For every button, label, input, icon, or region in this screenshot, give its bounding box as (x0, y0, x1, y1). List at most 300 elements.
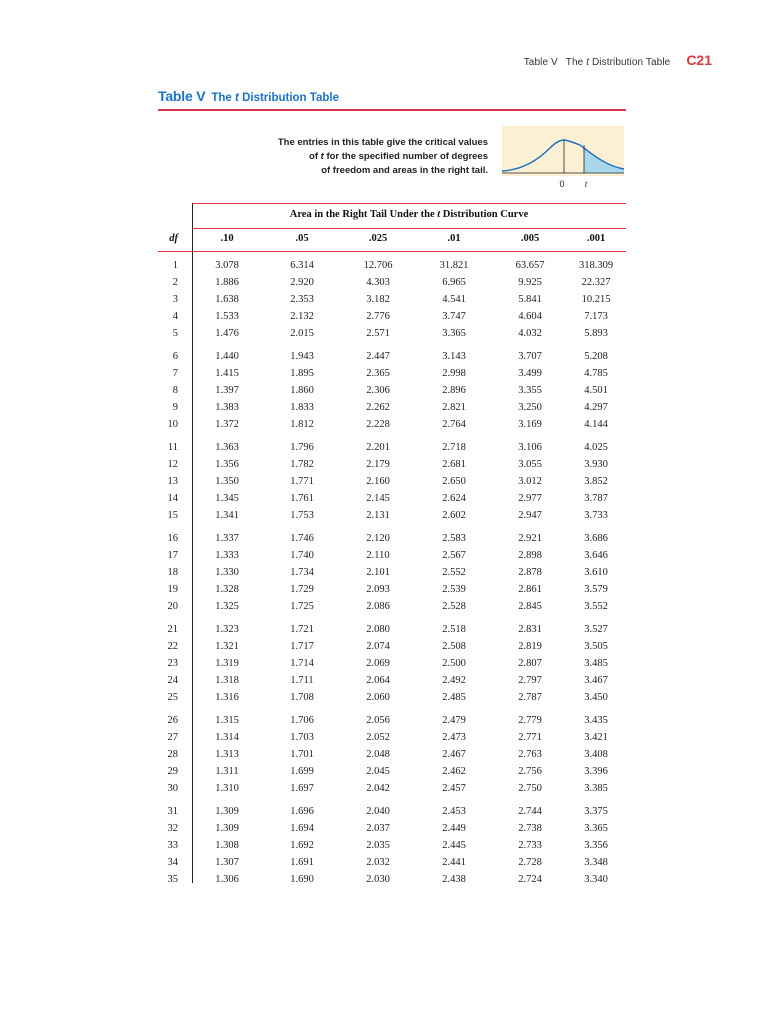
value-cell: 1.321 (215, 641, 239, 652)
table-row (158, 820, 626, 837)
table-row (158, 530, 626, 547)
value-cell: 3.355 (518, 385, 542, 396)
value-cell: 2.819 (518, 641, 542, 652)
table-row (158, 581, 626, 598)
t-label: t (584, 179, 588, 189)
value-cell: 2.977 (518, 493, 542, 504)
value-cell: 1.318 (215, 675, 239, 686)
table-row (158, 325, 626, 342)
table-row (158, 473, 626, 490)
table-row (158, 655, 626, 672)
value-cell: 2.447 (366, 351, 390, 362)
value-cell: 3.852 (584, 476, 608, 487)
value-cell: 2.045 (366, 766, 390, 777)
value-cell: 4.785 (584, 368, 608, 379)
table-title (158, 88, 339, 106)
value-cell: 3.646 (584, 550, 608, 561)
value-cell: 1.697 (290, 783, 314, 794)
table-row (158, 638, 626, 655)
table-row (158, 490, 626, 507)
table-row (158, 257, 626, 274)
value-cell: 1.533 (215, 311, 239, 322)
df-cell: 11 (167, 442, 178, 453)
value-cell: 1.690 (290, 874, 314, 885)
value-cell: 2.896 (442, 385, 466, 396)
value-cell: 2.035 (366, 840, 390, 851)
table-name: The t Distribution Table (211, 92, 339, 104)
value-cell: 1.729 (290, 584, 314, 595)
value-cell: 1.692 (290, 840, 314, 851)
value-cell: 3.579 (584, 584, 608, 595)
value-cell: 1.314 (215, 732, 239, 743)
value-cell: 1.694 (290, 823, 314, 834)
df-cell: 20 (167, 601, 178, 612)
value-cell: 2.228 (366, 419, 390, 430)
value-cell: 1.796 (290, 442, 314, 453)
value-cell: 3.505 (584, 641, 608, 652)
area-caption: Area in the Right Tail Under the t Distribution Curve (289, 209, 529, 220)
df-cell: 12 (167, 459, 178, 470)
table-row (158, 712, 626, 729)
value-cell: 3.055 (518, 459, 542, 470)
df-cell: 27 (167, 732, 178, 743)
value-cell: 10.215 (581, 294, 611, 305)
value-cell: 2.132 (290, 311, 314, 322)
value-cell: 3.169 (518, 419, 542, 430)
value-cell: 6.314 (290, 260, 314, 271)
value-cell: 2.583 (442, 533, 466, 544)
table-header (158, 203, 626, 252)
value-cell: 3.340 (584, 874, 608, 885)
value-cell: 4.025 (584, 442, 608, 453)
table-row (158, 507, 626, 524)
value-cell: 2.724 (518, 874, 542, 885)
value-cell: 2.898 (518, 550, 542, 561)
t-distribution-figure (502, 126, 624, 190)
df-cell: 10 (167, 419, 178, 430)
value-cell: 3.610 (584, 567, 608, 578)
value-cell: 2.733 (518, 840, 542, 851)
value-cell: 1.316 (215, 692, 239, 703)
value-cell: 2.064 (366, 675, 390, 686)
value-cell: 2.947 (518, 510, 542, 521)
value-cell: 3.686 (584, 533, 608, 544)
value-cell: 1.319 (215, 658, 239, 669)
df-cell: 23 (167, 658, 178, 669)
value-cell: 2.060 (366, 692, 390, 703)
value-cell: 1.691 (290, 857, 314, 868)
value-cell: 2.262 (366, 402, 390, 413)
column-header: .001 (586, 233, 606, 244)
df-cell: 33 (167, 840, 178, 851)
value-cell: 2.353 (290, 294, 314, 305)
value-cell: 2.681 (442, 459, 466, 470)
value-cell: 7.173 (584, 311, 608, 322)
value-cell: 3.143 (442, 351, 466, 362)
value-cell: 2.110 (366, 550, 390, 561)
value-cell: 1.330 (215, 567, 239, 578)
value-cell: 3.552 (584, 601, 608, 612)
value-cell: 3.747 (442, 311, 466, 322)
value-cell: 1.310 (215, 783, 239, 794)
table-row (158, 837, 626, 854)
value-cell: 4.501 (584, 385, 608, 396)
table-row (158, 598, 626, 615)
value-cell: 2.069 (366, 658, 390, 669)
value-cell: 3.499 (518, 368, 542, 379)
value-cell: 2.179 (366, 459, 390, 470)
value-cell: 12.706 (363, 260, 393, 271)
df-header: df (169, 233, 178, 244)
value-cell: 2.048 (366, 749, 390, 760)
value-cell: 5.841 (518, 294, 542, 305)
value-cell: 1.325 (215, 601, 239, 612)
value-cell: 1.306 (215, 874, 239, 885)
value-cell: 3.106 (518, 442, 542, 453)
value-cell: 3.375 (584, 806, 608, 817)
df-cell: 29 (167, 766, 178, 777)
value-cell: 1.740 (290, 550, 314, 561)
table-number: Table V (158, 88, 206, 104)
value-cell: 1.753 (290, 510, 314, 521)
table-row (158, 564, 626, 581)
value-cell: 3.365 (442, 328, 466, 339)
value-cell: 1.860 (290, 385, 314, 396)
value-cell: 1.309 (215, 806, 239, 817)
page-number: C21 (686, 52, 712, 68)
table-row (158, 854, 626, 871)
value-cell: 5.208 (584, 351, 608, 362)
value-cell: 2.449 (442, 823, 466, 834)
value-cell: 1.714 (290, 658, 314, 669)
df-cell: 4 (172, 311, 178, 322)
df-cell: 26 (167, 715, 178, 726)
value-cell: 1.383 (215, 402, 239, 413)
value-cell: 2.365 (366, 368, 390, 379)
value-cell: 2.492 (442, 675, 466, 686)
value-cell: 2.093 (366, 584, 390, 595)
value-cell: 63.657 (515, 260, 545, 271)
value-cell: 1.708 (290, 692, 314, 703)
df-cell: 19 (167, 584, 178, 595)
running-head (524, 52, 712, 68)
df-cell: 32 (167, 823, 178, 834)
column-header: .025 (368, 233, 388, 244)
df-cell: 2 (172, 277, 178, 288)
df-cell: 18 (167, 567, 178, 578)
t-table (158, 203, 626, 888)
value-cell: 1.706 (290, 715, 314, 726)
table-row (158, 274, 626, 291)
value-cell: 1.701 (290, 749, 314, 760)
value-cell: 2.567 (442, 550, 466, 561)
value-cell: 2.015 (290, 328, 314, 339)
value-cell: 3.421 (584, 732, 608, 743)
df-cell: 21 (167, 624, 178, 635)
value-cell: 318.309 (578, 260, 614, 271)
value-cell: 2.744 (518, 806, 542, 817)
value-cell: 22.327 (581, 277, 611, 288)
value-cell: 2.485 (442, 692, 466, 703)
table-row (158, 382, 626, 399)
value-cell: 2.056 (366, 715, 390, 726)
title-rule (158, 109, 626, 111)
value-cell: 2.771 (518, 732, 542, 743)
value-cell: 2.508 (442, 641, 466, 652)
value-cell: 1.812 (290, 419, 314, 430)
table-row (158, 689, 626, 706)
value-cell: 3.396 (584, 766, 608, 777)
value-cell: 1.356 (215, 459, 239, 470)
value-cell: 1.886 (215, 277, 239, 288)
df-cell: 31 (167, 806, 178, 817)
value-cell: 1.440 (215, 351, 239, 362)
df-cell: 7 (172, 368, 178, 379)
table-row (158, 291, 626, 308)
value-cell: 2.998 (442, 368, 466, 379)
value-cell: 1.372 (215, 419, 239, 430)
df-cell: 17 (167, 550, 178, 561)
column-header: .005 (520, 233, 540, 244)
value-cell: 2.528 (442, 601, 466, 612)
value-cell: 2.479 (442, 715, 466, 726)
value-cell: 2.787 (518, 692, 542, 703)
column-header: .05 (295, 233, 309, 244)
value-cell: 2.101 (366, 567, 390, 578)
table-row (158, 746, 626, 763)
value-cell: 2.539 (442, 584, 466, 595)
table-row (158, 672, 626, 689)
value-cell: 2.040 (366, 806, 390, 817)
value-cell: 1.734 (290, 567, 314, 578)
value-cell: 2.878 (518, 567, 542, 578)
value-cell: 1.313 (215, 749, 239, 760)
value-cell: 4.604 (518, 311, 542, 322)
table-row (158, 803, 626, 820)
value-cell: 1.725 (290, 601, 314, 612)
value-cell: 3.365 (584, 823, 608, 834)
df-cell: 30 (167, 783, 178, 794)
table-row (158, 763, 626, 780)
value-cell: 3.182 (366, 294, 390, 305)
df-cell: 25 (167, 692, 178, 703)
value-cell: 1.415 (215, 368, 239, 379)
table-row (158, 399, 626, 416)
value-cell: 4.541 (442, 294, 466, 305)
value-cell: 2.797 (518, 675, 542, 686)
value-cell: 1.307 (215, 857, 239, 868)
value-cell: 3.930 (584, 459, 608, 470)
value-cell: 1.341 (215, 510, 239, 521)
value-cell: 2.030 (366, 874, 390, 885)
df-cell: 1 (172, 260, 178, 271)
value-cell: 2.738 (518, 823, 542, 834)
table-row (158, 780, 626, 797)
value-cell: 2.201 (366, 442, 390, 453)
value-cell: 1.711 (290, 675, 314, 686)
value-cell: 4.303 (366, 277, 390, 288)
value-cell: 4.144 (584, 419, 608, 430)
value-cell: 3.385 (584, 783, 608, 794)
value-cell: 3.348 (584, 857, 608, 868)
table-row (158, 348, 626, 365)
value-cell: 9.925 (518, 277, 542, 288)
value-cell: 2.763 (518, 749, 542, 760)
value-cell: 1.328 (215, 584, 239, 595)
value-cell: 3.733 (584, 510, 608, 521)
table-body (158, 257, 626, 888)
value-cell: 2.037 (366, 823, 390, 834)
value-cell: 2.500 (442, 658, 466, 669)
df-cell: 34 (167, 857, 178, 868)
value-cell: 2.821 (442, 402, 466, 413)
value-cell: 1.323 (215, 624, 239, 635)
value-cell: 2.728 (518, 857, 542, 868)
value-cell: 3.527 (584, 624, 608, 635)
value-cell: 1.696 (290, 806, 314, 817)
value-cell: 1.771 (290, 476, 314, 487)
value-cell: 2.831 (518, 624, 542, 635)
value-cell: 2.032 (366, 857, 390, 868)
value-cell: 1.833 (290, 402, 314, 413)
value-cell: 2.776 (366, 311, 390, 322)
table-row (158, 547, 626, 564)
value-cell: 1.699 (290, 766, 314, 777)
table-row (158, 871, 626, 888)
value-cell: 2.086 (366, 601, 390, 612)
df-cell: 16 (167, 533, 178, 544)
value-cell: 1.308 (215, 840, 239, 851)
value-cell: 1.895 (290, 368, 314, 379)
value-cell: 2.145 (366, 493, 390, 504)
value-cell: 1.337 (215, 533, 239, 544)
df-cell: 14 (167, 493, 178, 504)
value-cell: 2.920 (290, 277, 314, 288)
value-cell: 2.131 (366, 510, 390, 521)
value-cell: 1.363 (215, 442, 239, 453)
df-cell: 24 (167, 675, 178, 686)
column-header: .01 (447, 233, 461, 244)
value-cell: 2.571 (366, 328, 390, 339)
table-row (158, 439, 626, 456)
value-cell: 2.462 (442, 766, 466, 777)
value-cell: 3.787 (584, 493, 608, 504)
value-cell: 2.650 (442, 476, 466, 487)
value-cell: 1.397 (215, 385, 239, 396)
column-headers (158, 233, 626, 249)
value-cell: 3.356 (584, 840, 608, 851)
df-cell: 9 (172, 402, 178, 413)
table-row (158, 416, 626, 433)
table-row (158, 456, 626, 473)
value-cell: 2.602 (442, 510, 466, 521)
value-cell: 1.350 (215, 476, 239, 487)
value-cell: 2.074 (366, 641, 390, 652)
value-cell: 6.965 (442, 277, 466, 288)
df-cell: 6 (172, 351, 178, 362)
value-cell: 2.779 (518, 715, 542, 726)
df-cell: 22 (167, 641, 178, 652)
df-cell: 35 (167, 874, 178, 885)
table-row (158, 308, 626, 325)
value-cell: 3.012 (518, 476, 542, 487)
value-cell: 1.311 (215, 766, 239, 777)
value-cell: 2.457 (442, 783, 466, 794)
value-cell: 1.476 (215, 328, 239, 339)
value-cell: 2.861 (518, 584, 542, 595)
table-row (158, 621, 626, 638)
value-cell: 2.624 (442, 493, 466, 504)
value-cell: 2.306 (366, 385, 390, 396)
value-cell: 2.518 (442, 624, 466, 635)
table-note: The entries in this table give the critical values of t for the specified number of degrees of freedom and areas in the right tail. (277, 137, 488, 176)
value-cell: 3.485 (584, 658, 608, 669)
value-cell: 1.345 (215, 493, 239, 504)
value-cell: 2.445 (442, 840, 466, 851)
value-cell: 1.943 (290, 351, 314, 362)
value-cell: 1.761 (290, 493, 314, 504)
value-cell: 2.921 (518, 533, 542, 544)
zero-label: 0 (559, 179, 565, 189)
value-cell: 2.845 (518, 601, 542, 612)
running-head-title: Table V The t Distribution Table (523, 57, 671, 68)
value-cell: 2.453 (442, 806, 466, 817)
value-cell: 1.638 (215, 294, 239, 305)
value-cell: 2.042 (366, 783, 390, 794)
value-cell: 2.750 (518, 783, 542, 794)
value-cell: 3.450 (584, 692, 608, 703)
value-cell: 1.746 (290, 533, 314, 544)
value-cell: 2.080 (366, 624, 390, 635)
value-cell: 2.120 (366, 533, 390, 544)
value-cell: 3.707 (518, 351, 542, 362)
value-cell: 1.309 (215, 823, 239, 834)
value-cell: 5.893 (584, 328, 608, 339)
header-bottom-rule (158, 251, 626, 252)
header-mid-rule (192, 228, 626, 229)
value-cell: 2.764 (442, 419, 466, 430)
value-cell: 2.467 (442, 749, 466, 760)
df-cell: 13 (167, 476, 178, 487)
value-cell: 2.160 (366, 476, 390, 487)
value-cell: 1.721 (290, 624, 314, 635)
df-cell: 28 (167, 749, 178, 760)
value-cell: 2.052 (366, 732, 390, 743)
df-cell: 3 (172, 294, 178, 305)
table-row (158, 729, 626, 746)
value-cell: 2.441 (442, 857, 466, 868)
value-cell: 1.782 (290, 459, 314, 470)
value-cell: 2.473 (442, 732, 466, 743)
value-cell: 1.703 (290, 732, 314, 743)
value-cell: 2.552 (442, 567, 466, 578)
value-cell: 1.315 (215, 715, 239, 726)
value-cell: 4.032 (518, 328, 542, 339)
value-cell: 2.718 (442, 442, 466, 453)
table-row (158, 365, 626, 382)
value-cell: 3.467 (584, 675, 608, 686)
value-cell: 1.333 (215, 550, 239, 561)
value-cell: 1.717 (290, 641, 314, 652)
value-cell: 3.435 (584, 715, 608, 726)
value-cell: 2.438 (442, 874, 466, 885)
value-cell: 2.756 (518, 766, 542, 777)
df-cell: 5 (172, 328, 178, 339)
value-cell: 2.807 (518, 658, 542, 669)
header-top-rule (192, 203, 626, 204)
value-cell: 31.821 (439, 260, 469, 271)
value-cell: 3.250 (518, 402, 542, 413)
